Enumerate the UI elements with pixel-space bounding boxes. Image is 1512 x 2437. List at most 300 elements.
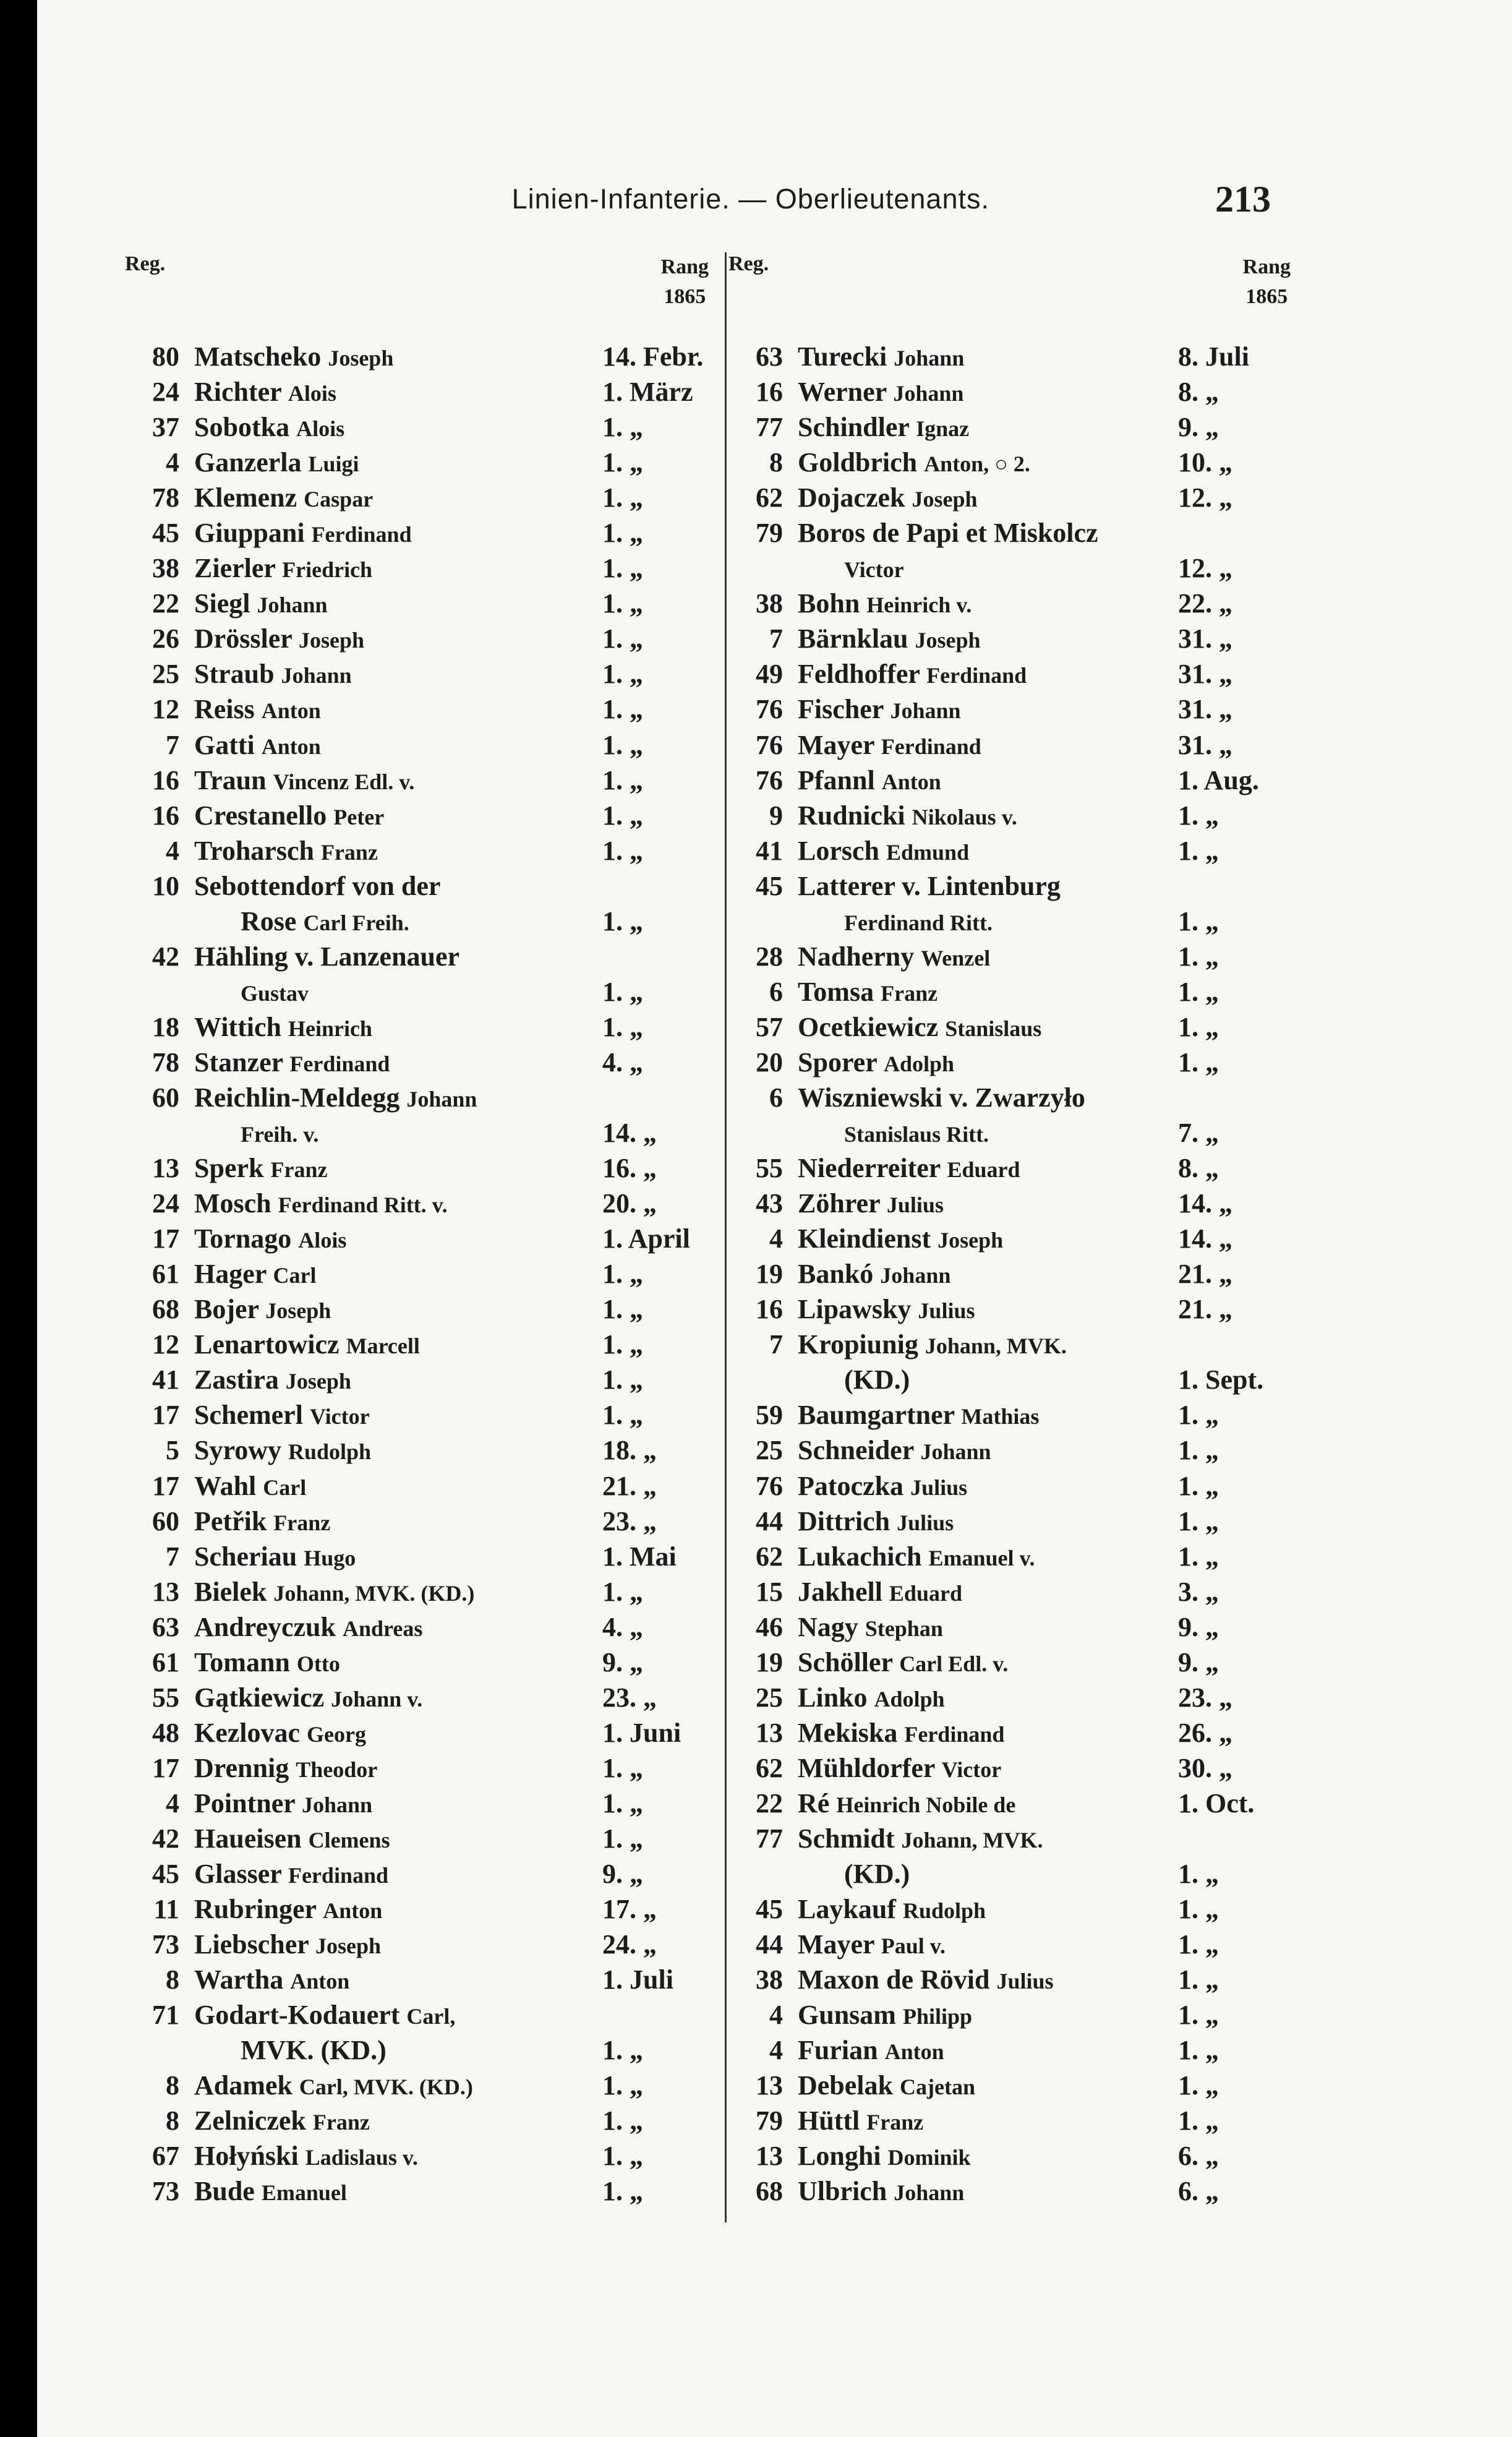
given-name: Nikolaus v. xyxy=(912,804,1017,829)
regiment-number: 76 xyxy=(756,729,783,760)
rank-date: 4. „ xyxy=(602,1047,643,1077)
officer-name xyxy=(844,550,904,588)
given-name: Luigi xyxy=(308,452,359,477)
officer-name xyxy=(241,904,409,941)
entry-row xyxy=(717,2174,1296,2209)
entry-row xyxy=(114,2174,714,2209)
regiment-number: 38 xyxy=(756,1964,783,1995)
officer-name xyxy=(194,2138,418,2175)
rank-date: 1. „ xyxy=(602,553,643,584)
regiment-number: 8 xyxy=(166,2070,179,2101)
rank-date: 12. „ xyxy=(1178,553,1232,584)
officer-name xyxy=(844,1856,910,1893)
officer-name xyxy=(194,1291,331,1329)
officer-name xyxy=(798,1609,943,1647)
officer-name xyxy=(798,1468,967,1505)
entry-row xyxy=(717,586,1296,621)
surname: Scheriau xyxy=(194,1541,297,1572)
given-name: Ferdinand xyxy=(288,1863,389,1888)
surname: Hołyński xyxy=(194,2141,299,2172)
officer-name xyxy=(798,1891,986,1929)
surname: Tomann xyxy=(194,1647,290,1677)
rank-date: 8. „ xyxy=(1178,1153,1219,1184)
surname: Richter xyxy=(194,377,281,408)
page-header xyxy=(37,181,1512,230)
entry-row xyxy=(114,1927,714,1962)
officer-name xyxy=(194,2103,370,2140)
officer-name xyxy=(241,2032,387,2070)
surname: Bielek xyxy=(194,1576,267,1607)
given-name: Anton xyxy=(881,769,941,794)
entry-list xyxy=(717,339,1296,2209)
regiment-number: 13 xyxy=(756,2141,783,2172)
entry-row xyxy=(114,1891,714,1927)
entry-row xyxy=(114,1786,714,1821)
surname: Ulbrich xyxy=(798,2176,887,2207)
rank-date: 23. „ xyxy=(1178,1682,1232,1713)
given-name: Anton, ○ 2. xyxy=(924,452,1030,477)
officer-name xyxy=(194,1080,477,1117)
rank-date: 23. „ xyxy=(602,1505,657,1536)
regiment-number: 76 xyxy=(756,1470,783,1501)
rank-date: 1. „ xyxy=(602,729,643,760)
officer-name xyxy=(798,1045,954,1082)
given-name: Carl xyxy=(263,1475,307,1500)
rank-date: 14. „ xyxy=(1178,1223,1232,1254)
officer-name xyxy=(798,1186,944,1223)
given-name: Franz xyxy=(881,980,938,1006)
entry-row xyxy=(114,480,714,515)
given-name: Anton xyxy=(290,1969,350,1994)
regiment-number: 13 xyxy=(756,1717,783,1748)
surname: Crestanello xyxy=(194,800,327,831)
surname: Furian xyxy=(798,2035,878,2066)
officer-name xyxy=(194,1362,351,1399)
surname: Traun xyxy=(194,765,267,795)
entry-row xyxy=(717,1045,1296,1080)
surname: Boros de Papi et Miskolcz xyxy=(798,518,1098,549)
entry-row xyxy=(114,1256,714,1291)
given-name: Johann, MVK. (KD.) xyxy=(273,1580,475,1606)
surname: Schemerl xyxy=(194,1400,303,1431)
given-name: Victor xyxy=(941,1757,1002,1782)
surname: Andreyczuk xyxy=(194,1611,336,1642)
rank-date: 1. „ xyxy=(602,976,643,1007)
rank-date: 1. „ xyxy=(602,694,643,725)
officer-name xyxy=(194,833,378,870)
given-name: Joseph xyxy=(938,1228,1004,1253)
given-name: Franz xyxy=(273,1510,331,1535)
officer-name xyxy=(798,1997,972,2034)
entry-row xyxy=(114,1856,714,1891)
given-name: Vincenz Edl. v. xyxy=(273,769,415,794)
officer-name xyxy=(194,1680,422,1717)
officer-name xyxy=(194,621,364,658)
surname: Wahl xyxy=(194,1470,257,1501)
surname: Mekiska xyxy=(798,1717,898,1748)
rank-date: 30. „ xyxy=(1178,1752,1232,1783)
entry-row xyxy=(717,974,1296,1009)
given-name: Ferdinand xyxy=(311,522,412,547)
officer-name xyxy=(798,374,963,411)
surname: Gunsam xyxy=(798,2000,896,2031)
surname: Lenartowicz xyxy=(194,1329,340,1360)
rank-date: 1. „ xyxy=(602,2070,643,2101)
regiment-number: 71 xyxy=(152,2000,179,2031)
entry-row xyxy=(114,1080,714,1115)
given-name: Friedrich xyxy=(282,557,373,583)
regiment-number: 7 xyxy=(166,729,179,760)
given-name: Adolph xyxy=(883,1051,955,1076)
given-name: Victor xyxy=(309,1404,370,1429)
entry-row xyxy=(717,1609,1296,1645)
rank-date: 1. „ xyxy=(602,623,643,654)
surname: Sebottendorf von der xyxy=(194,870,441,901)
officer-name xyxy=(798,727,981,765)
entry-row xyxy=(114,763,714,798)
rank-date: 1. Juni xyxy=(602,1717,681,1748)
given-name: Julius xyxy=(910,1475,968,1500)
entry-row xyxy=(717,1186,1296,1221)
rank-date: 1. „ xyxy=(602,765,643,795)
rank-date: 6. „ xyxy=(1178,2176,1219,2207)
given-name: Johann xyxy=(281,663,352,688)
entry-row xyxy=(114,1539,714,1574)
entry-row xyxy=(717,2103,1296,2138)
given-name: Ladislaus v. xyxy=(305,2145,418,2170)
regiment-number: 78 xyxy=(152,1047,179,1077)
regiment-number: 62 xyxy=(756,1541,783,1572)
given-name: Johann xyxy=(894,2180,965,2206)
reg-heading: Reg. xyxy=(728,252,769,275)
officer-name xyxy=(798,692,961,729)
entry-row xyxy=(717,1080,1296,1115)
officer-name xyxy=(194,586,328,623)
regiment-number: 44 xyxy=(756,1929,783,1960)
surname: Ré xyxy=(798,1788,830,1818)
rank-date: 1. „ xyxy=(1178,1505,1219,1536)
surname: Kleindienst xyxy=(798,1223,931,1254)
given-name: Julius xyxy=(996,1969,1054,1994)
surname: Liebscher xyxy=(194,1929,309,1960)
rank-date: 21. „ xyxy=(1178,1294,1232,1325)
given-name: Alois xyxy=(288,381,336,406)
regiment-number: 62 xyxy=(756,1752,783,1783)
entry-row xyxy=(114,1997,714,2032)
officer-name xyxy=(798,868,1061,906)
officer-name xyxy=(798,445,1030,482)
entry-continuation xyxy=(717,1362,1296,1397)
rank-date: 9. „ xyxy=(1178,1611,1219,1642)
entry-row xyxy=(717,833,1296,868)
given-name: Ferdinand xyxy=(904,1721,1005,1747)
surname: Patoczka xyxy=(798,1470,904,1501)
entry-row xyxy=(717,656,1296,692)
rank-date: 14. „ xyxy=(1178,1188,1232,1219)
entry-row xyxy=(717,1468,1296,1504)
rank-date: 31. „ xyxy=(1178,659,1232,690)
regiment-number: 25 xyxy=(756,1682,783,1713)
officer-name xyxy=(798,621,981,658)
given-name: Anton xyxy=(323,1898,383,1924)
surname: Laykauf xyxy=(798,1894,896,1925)
rank-date: 1. „ xyxy=(1178,1011,1219,1042)
regiment-number: 61 xyxy=(152,1259,179,1290)
rank-date: 1. „ xyxy=(1178,1859,1219,1890)
regiment-number: 60 xyxy=(152,1505,179,1536)
surname: Werner xyxy=(798,377,887,408)
given-name: Ignaz xyxy=(916,416,970,442)
officer-name xyxy=(194,1891,382,1929)
regiment-number: 79 xyxy=(756,518,783,549)
officer-name xyxy=(194,1397,370,1434)
officer-name xyxy=(194,939,459,976)
entry-row xyxy=(114,1645,714,1680)
regiment-number: 77 xyxy=(756,1823,783,1854)
regiment-number: 17 xyxy=(152,1470,179,1501)
given-name: Freih. v. xyxy=(241,1122,319,1147)
officer-name xyxy=(798,939,990,976)
regiment-number: 20 xyxy=(756,1047,783,1077)
rank-date: 1. „ xyxy=(602,835,643,866)
surname: Hähling v. Lanzenauer xyxy=(194,941,460,972)
officer-name xyxy=(194,1574,474,1611)
given-name: Paul v. xyxy=(881,1934,946,1959)
regiment-number: 67 xyxy=(152,2141,179,2172)
regiment-number: 8 xyxy=(166,2105,179,2136)
given-name: Stanislaus xyxy=(945,1016,1042,1041)
regiment-number: 5 xyxy=(166,1435,179,1466)
rank-date: 24. „ xyxy=(602,1929,657,1960)
given-name: Carl xyxy=(273,1263,317,1288)
rank-date: 31. „ xyxy=(1178,694,1232,725)
rang-heading xyxy=(1243,252,1291,312)
officer-name xyxy=(798,2103,923,2140)
officer-name xyxy=(194,1715,366,1752)
surname: Baumgartner xyxy=(798,1400,955,1431)
entry-row xyxy=(717,1786,1296,1821)
officer-name xyxy=(194,868,440,906)
regiment-number: 38 xyxy=(756,588,783,619)
regiment-number: 10 xyxy=(152,870,179,901)
given-name: Joseph xyxy=(912,487,978,512)
surname: Mosch xyxy=(194,1188,271,1219)
surname: Kropiunig xyxy=(798,1329,918,1360)
given-name: Carl, MVK. (KD.) xyxy=(299,2075,473,2100)
surname: Longhi xyxy=(798,2141,881,2172)
officer-name xyxy=(194,1997,455,2034)
surname: Mayer xyxy=(798,729,874,760)
officer-name xyxy=(194,2068,473,2105)
given-name: Johann xyxy=(301,1792,373,1817)
rank-date: 26. „ xyxy=(1178,1717,1232,1748)
surname: Zelniczek xyxy=(194,2105,306,2136)
surname: Kezlovac xyxy=(194,1717,301,1748)
officer-name xyxy=(844,1362,910,1399)
running-head: Linien-Infanterie. — Oberlieutenants. xyxy=(511,183,989,215)
regiment-number: 13 xyxy=(152,1153,179,1184)
officer-name xyxy=(798,1291,975,1329)
officer-name xyxy=(844,1115,989,1152)
surname: Straub xyxy=(194,659,275,690)
regiment-number: 7 xyxy=(166,1541,179,1572)
regiment-number: 17 xyxy=(152,1400,179,1431)
officer-name xyxy=(194,1045,390,1082)
column-header xyxy=(717,252,1296,339)
rang-label: Rang xyxy=(1242,255,1291,278)
entry-row xyxy=(114,621,714,656)
officer-name xyxy=(798,1539,1035,1576)
entry-row xyxy=(114,2103,714,2138)
rank-date: 18. „ xyxy=(602,1435,657,1466)
rank-date: 1. „ xyxy=(602,1364,643,1395)
officer-name xyxy=(194,1856,388,1893)
given-name: Adolph xyxy=(874,1686,945,1711)
surname: Dittrich xyxy=(798,1505,891,1536)
regiment-number: 55 xyxy=(152,1682,179,1713)
officer-name xyxy=(194,1433,371,1470)
given-name: Joseph xyxy=(285,1369,351,1394)
regiment-number: 73 xyxy=(152,2176,179,2207)
given-name: Eduard xyxy=(889,1580,962,1606)
entry-row xyxy=(717,1327,1296,1362)
surname: Giuppani xyxy=(194,518,305,549)
regiment-number: 68 xyxy=(152,1294,179,1325)
officer-name xyxy=(798,1715,1004,1752)
given-name: Carl Freih. xyxy=(303,910,409,935)
rank-date: 1. Juli xyxy=(602,1964,673,1995)
rank-date: 1. „ xyxy=(602,447,643,478)
given-name: Joseph xyxy=(915,628,981,653)
entry-row xyxy=(717,1680,1296,1715)
surname: Schöller xyxy=(798,1647,893,1677)
surname: Gątkiewicz xyxy=(194,1682,325,1713)
given-name: Victor xyxy=(844,557,904,583)
officer-name xyxy=(798,409,969,447)
rank-date: 1. Aug. xyxy=(1178,765,1259,795)
entry-row xyxy=(717,621,1296,656)
officer-name xyxy=(194,727,321,765)
rank-date: 1. „ xyxy=(1178,800,1219,831)
given-name: Franz xyxy=(320,839,378,865)
given-name: Philipp xyxy=(902,2004,973,2029)
entry-row xyxy=(717,409,1296,445)
rank-date: 22. „ xyxy=(1178,588,1232,619)
surname: Wartha xyxy=(194,1964,284,1995)
regiment-number: 59 xyxy=(756,1400,783,1431)
entry-row xyxy=(717,445,1296,480)
entry-row xyxy=(717,1539,1296,1574)
given-name: Ferdinand xyxy=(926,663,1027,688)
entry-row xyxy=(717,1433,1296,1468)
officer-name xyxy=(194,2174,347,2211)
given-name: Franz xyxy=(866,2110,924,2135)
officer-name xyxy=(194,480,373,517)
given-name: Julius xyxy=(918,1298,975,1324)
given-name: Otto xyxy=(296,1651,340,1676)
regiment-number: 4 xyxy=(769,2000,783,2031)
officer-name xyxy=(194,763,414,800)
rank-date: 1. Sept. xyxy=(1178,1364,1264,1395)
surname: Wiszniewski v. Zwarzyło xyxy=(798,1082,1085,1113)
regiment-number: 18 xyxy=(152,1011,179,1042)
officer-name xyxy=(194,445,359,482)
entry-row xyxy=(717,2032,1296,2068)
regiment-number: 57 xyxy=(756,1011,783,1042)
regiment-number: 41 xyxy=(756,835,783,866)
rang-year: 1865 xyxy=(1245,285,1288,308)
regiment-number: 13 xyxy=(152,1576,179,1607)
given-name: Andreas xyxy=(342,1616,423,1641)
given-name: Alois xyxy=(298,1228,347,1253)
entry-row xyxy=(114,445,714,480)
officer-name xyxy=(798,515,1098,552)
regiment-number: 80 xyxy=(152,341,179,372)
surname: (KD.) xyxy=(844,1859,910,1890)
given-name: Johann v. xyxy=(331,1686,423,1711)
given-name: Marcell xyxy=(346,1334,420,1359)
rank-date: 1. „ xyxy=(602,1294,643,1325)
entry-row xyxy=(114,1186,714,1221)
rank-date: 1. „ xyxy=(1178,906,1219,936)
entry-row xyxy=(717,1397,1296,1433)
rank-date: 21. „ xyxy=(1178,1259,1232,1290)
officer-name xyxy=(241,1115,318,1152)
entry-row xyxy=(717,1715,1296,1750)
given-name: Johann xyxy=(880,1263,951,1288)
officer-name xyxy=(241,974,309,1011)
regiment-number: 41 xyxy=(152,1364,179,1395)
officer-name xyxy=(798,763,941,800)
entry-row xyxy=(717,1962,1296,1997)
rank-date: 1. „ xyxy=(602,2035,643,2066)
regiment-number: 12 xyxy=(152,1329,179,1360)
given-name: Carl, xyxy=(406,2004,456,2029)
rank-date: 1. „ xyxy=(602,1329,643,1360)
regiment-number: 25 xyxy=(152,659,179,690)
entry-row xyxy=(717,1821,1296,1856)
regiment-number: 60 xyxy=(152,1082,179,1113)
rang-label: Rang xyxy=(660,255,709,278)
given-name: Edmund xyxy=(886,839,970,865)
rank-date: 1. „ xyxy=(602,1400,643,1431)
regiment-number: 61 xyxy=(152,1647,179,1677)
surname: Zierler xyxy=(194,553,276,584)
surname: (KD.) xyxy=(844,1364,910,1395)
officer-name xyxy=(798,1786,1015,1823)
surname: Rose xyxy=(241,906,297,936)
officer-name xyxy=(194,374,336,411)
surname: Turecki xyxy=(798,341,887,372)
surname: Syrowy xyxy=(194,1435,281,1466)
entry-row xyxy=(114,1715,714,1750)
entry-continuation xyxy=(717,1115,1296,1150)
surname: Sobotka xyxy=(194,412,290,443)
entry-row xyxy=(114,2068,714,2103)
officer-name xyxy=(798,1962,1054,1999)
entry-row xyxy=(717,1927,1296,1962)
surname: Schindler xyxy=(798,412,910,443)
surname: Siegl xyxy=(194,588,250,619)
rank-date: 21. „ xyxy=(602,1470,657,1501)
surname: Sperk xyxy=(194,1153,264,1184)
given-name: Theodor xyxy=(296,1757,378,1782)
officer-name xyxy=(194,1645,340,1682)
officer-name xyxy=(798,1645,1008,1682)
officer-name xyxy=(798,1927,946,1964)
rank-date: 3. „ xyxy=(1178,1576,1219,1607)
rank-date: 1. „ xyxy=(602,2141,643,2172)
